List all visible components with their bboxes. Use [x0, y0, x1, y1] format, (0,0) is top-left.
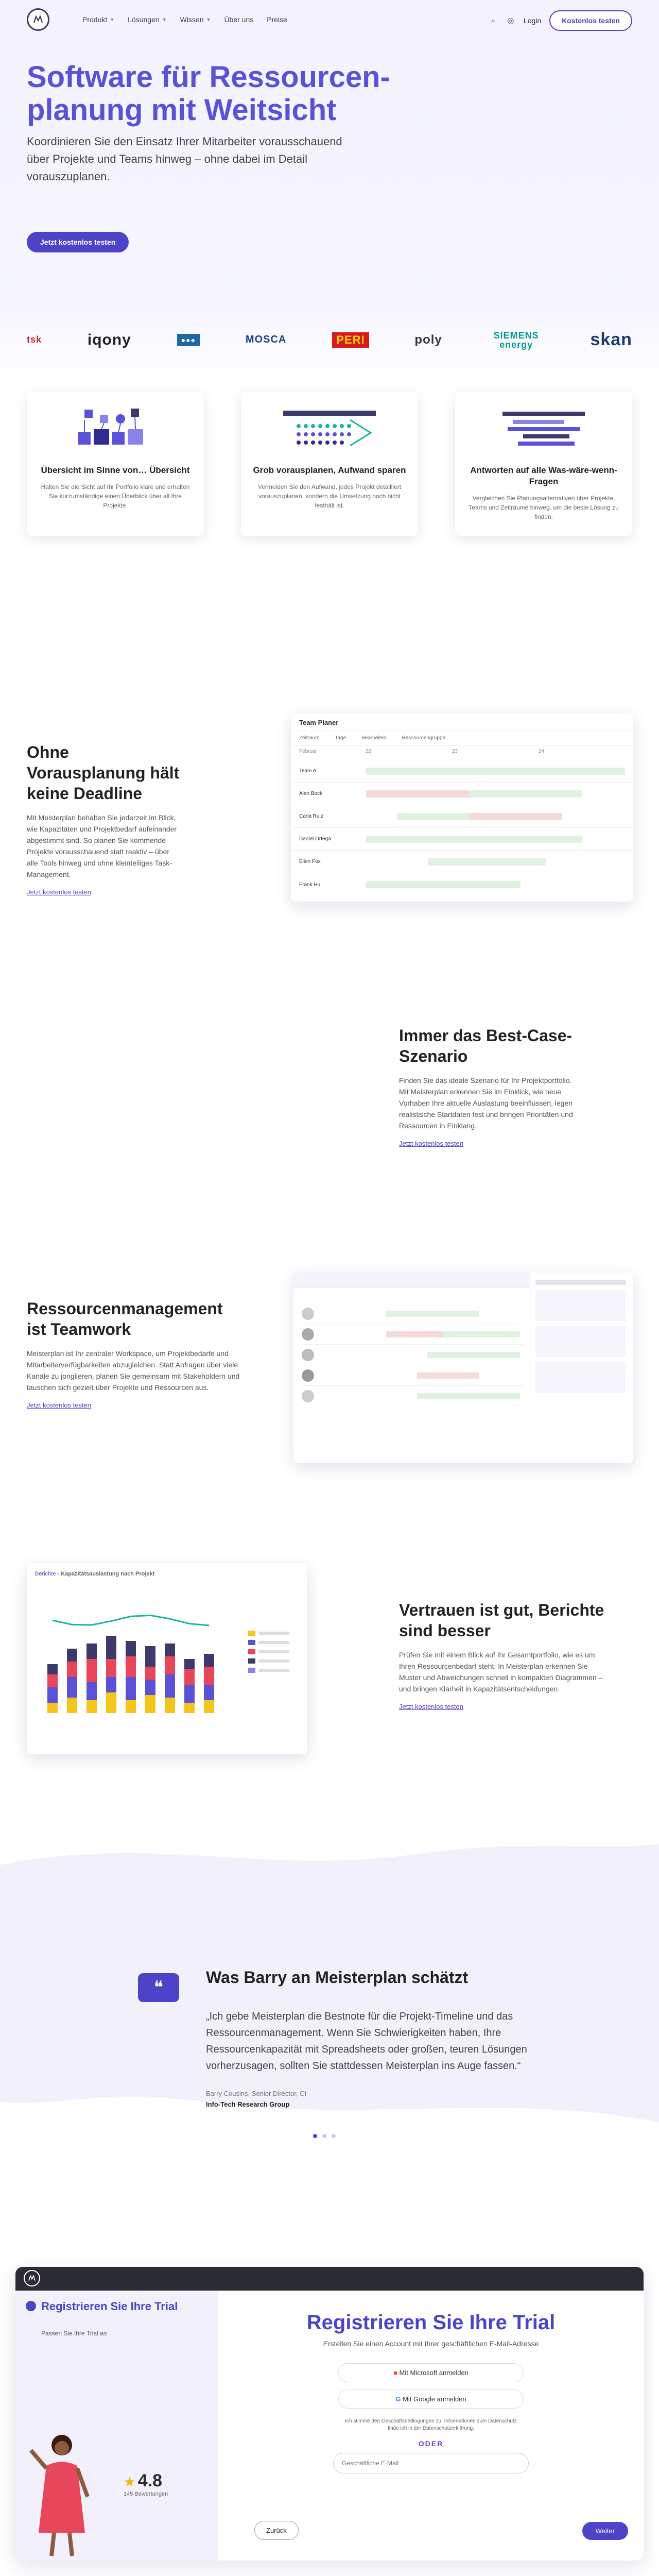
section-title: Vertrauen ist gut, Berichte sind besser: [399, 1601, 604, 1640]
chart-legend-label: [258, 1659, 289, 1663]
customer-logos: [27, 330, 632, 350]
planner-row-label: Frank Hu: [299, 882, 321, 888]
planner-grid: [291, 760, 633, 896]
chart-bar-segment: [47, 1664, 58, 1674]
meisterplan-logo: [24, 2270, 40, 2286]
planner-month: 22: [365, 749, 371, 754]
portfolio-illustration: [37, 402, 194, 459]
testimonial-company: Info-Tech Research Group: [206, 2100, 290, 2108]
chart-bar-segment: [86, 1659, 97, 1682]
card-text: Vergleichen Sie Planungsalternativen über Projekte, Teams und Zeiträume hinweg, um die beste Lösung zu finden.: [469, 495, 619, 520]
logo-iqony: iqony: [87, 331, 131, 348]
planner-tab[interactable]: Ressourcengruppe: [402, 735, 446, 741]
chart-legend-swatch: [248, 1649, 255, 1654]
star-icon: ★: [124, 2474, 136, 2489]
hero-cta-button[interactable]: Jetzt kostenlos testen: [27, 232, 129, 252]
chevron-down-icon: ▼: [206, 17, 211, 22]
section-text: Prüfen Sie mit einem Blick auf Ihr Gesamtportfolio, wie es um Ihren Ressourcenbedarf steht. In Meisterplan erkennen Sie Muster und Abweichungen schnell in kompakten Diagrammen – und bringen Klarheit in Kapazitätsentscheidungen.: [399, 1651, 603, 1693]
card-text: Vermeiden Sie den Aufwand, jedes Projekt detailliert vorauszuplanen, sondern die Umsetzung noch nicht festhält ist.: [257, 483, 402, 509]
chart-bar-segment: [184, 1669, 195, 1685]
meisterplan-logo[interactable]: [27, 8, 49, 31]
chart-bar-segment: [165, 1656, 175, 1674]
trial-sidebar-title: Registrieren Sie Ihre Trial: [41, 2300, 178, 2313]
planner-tab[interactable]: Tage: [335, 735, 346, 741]
chart-bar-segment: [184, 1659, 195, 1669]
section-cta-link[interactable]: Jetzt kostenlos testen: [27, 888, 92, 896]
chart-bar-segment: [184, 1703, 195, 1713]
chart-bar-segment: [126, 1700, 136, 1713]
chart-legend-swatch: [248, 1668, 255, 1673]
planner-tab[interactable]: Zeitraum: [299, 735, 320, 741]
section-title: Ohne Vorausplanung hält keine Deadline: [27, 743, 180, 803]
google-signin-button[interactable]: [338, 2389, 524, 2409]
chart-bar-segment: [204, 1654, 214, 1667]
section-title: Ressourcenmanagement ist Teamwork: [27, 1299, 223, 1338]
planner-row-label: Alan Beck: [299, 791, 323, 796]
legal-text: Ich stimme den Geschäftsbedingungen zu. Informationen zum Datenschutz finde ich in der Datenschutzerklärung.: [345, 2418, 517, 2431]
section-text: Meisterplan ist Ihr zentraler Workspace, um Projektbedarfe und Mitarbeiterverfügbarkeiten abzugleichen. Statt Anfragen über viele Kanäle zu jonglieren, planen Sie gemeinsam mit Stakeholdern und tauschen sich gezielt über Projekte und Ressourcen aus.: [27, 1349, 240, 1392]
search-icon[interactable]: ⌕: [491, 16, 496, 25]
trial-sidebar-sub: Passen Sie Ihre Trial an: [41, 2330, 107, 2337]
login-link[interactable]: Login: [523, 16, 542, 25]
carousel-dot[interactable]: [313, 2134, 317, 2138]
chart-legend-swatch: [248, 1658, 255, 1664]
section-text: Finden Sie das ideale Szenario für Ihr Projektportfolio. Mit Meisterplan erkennen Sie im Einklick, wie neue Vorhaben Ihre aktuelle Auslastung beeinflussen, legen realistische Startdaten fest und bringen Prioritäten und Ressourcen in Einklang.: [399, 1076, 573, 1130]
planner-month: 23: [452, 749, 458, 754]
rating-count: 145 Bewertungen: [124, 2491, 168, 2497]
planner-row-label: Team A: [299, 768, 317, 774]
hero-subtitle: Koordinieren Sie den Einsatz Ihrer Mitarbeiter vorausschauend über Projekte und Teams hinweg – ohne dabei im Detail vorauszuplanen.: [27, 135, 342, 183]
trial-sidebar: [15, 2291, 218, 2561]
chart-bar-segment: [106, 1659, 116, 1677]
carousel-dot[interactable]: [322, 2134, 326, 2138]
chart-legend-label: [258, 1632, 289, 1635]
card-title: Übersicht im Sinne von… Übersicht: [41, 465, 190, 475]
testimonial-quote: „Ich gebe Meisterplan die Bestnote für die Projekt-Timeline und das Ressourcenmanagement. Wenn Sie Schwierigkeiten haben, Ihre Ressourcenkapazität mit Spreadsheets oder großen, teuren Lösungen vorherzusagen, sollten Sie stattdessen Meisterplan ins Auge fassen.“: [206, 2011, 527, 2072]
chart-bar-segment: [145, 1667, 155, 1680]
top-nav: [0, 0, 659, 41]
free-trial-button[interactable]: Kostenlos testen: [549, 10, 632, 31]
chart-bar-segment: [86, 1643, 97, 1659]
chart-bar-segment: [126, 1641, 136, 1656]
scenario-illustration: [465, 402, 622, 459]
card-text: Halten Sie die Sicht auf Ihr Portfolio klare und erhalten Sie kurzumständige einen Überblick über all Ihre Projekte.: [41, 483, 190, 509]
team-planner-screenshot: [291, 714, 633, 902]
chart-bar-segment: [145, 1646, 155, 1667]
nav-label: Wissen: [180, 15, 204, 24]
planning-illustration: [251, 402, 408, 459]
chart-bar-segment: [67, 1662, 77, 1677]
benefit-card: [455, 392, 632, 536]
next-button[interactable]: Weiter: [582, 2522, 628, 2540]
planner-row-label: Carla Ruiz: [299, 814, 323, 819]
oauth-label: Mit Google anmelden: [403, 2395, 466, 2403]
logo-mosca: MOSCA: [245, 334, 287, 345]
chart-bar-segment: [106, 1677, 116, 1692]
report-breadcrumb[interactable]: Berichte: [35, 1571, 56, 1577]
planner-tab[interactable]: Bearbeiten: [361, 735, 387, 741]
nav-links: [82, 15, 287, 24]
quote-icon: ❝: [138, 1973, 179, 2002]
logo-poly: poly: [414, 332, 442, 347]
planner-toolbar: [291, 731, 633, 745]
trial-title: Registrieren Sie Ihre Trial: [306, 2311, 556, 2334]
email-field[interactable]: [333, 2453, 529, 2473]
logo-peri: PERI: [332, 332, 369, 348]
capacity-bar-chart: [27, 1584, 307, 1749]
chart-bar-segment: [86, 1682, 97, 1700]
chevron-down-icon: ▼: [110, 17, 115, 22]
chart-bar-segment: [126, 1677, 136, 1700]
benefit-cards: [27, 392, 632, 536]
carousel-dot[interactable]: [332, 2134, 336, 2138]
planner-title: Team Planer: [291, 714, 633, 731]
logo-tsk: tsk: [27, 334, 42, 345]
planner-month: 24: [538, 749, 544, 754]
google-icon: G: [395, 2395, 401, 2403]
chart-legend-label: [258, 1641, 289, 1644]
chart-bar-segment: [106, 1636, 116, 1659]
chart-bar-segment: [165, 1674, 175, 1698]
chart-bar-segment: [86, 1700, 97, 1713]
card-title: Antworten auf alle Was-wäre-wenn-Fragen: [470, 465, 617, 486]
chart-bar-segment: [165, 1643, 175, 1656]
report-title: Kapazitätsauslastung nach Projekt: [61, 1571, 155, 1577]
step-icon: [26, 2301, 36, 2311]
chart-bar-segment: [67, 1698, 77, 1713]
planner-months: [291, 745, 633, 757]
section-cta-link[interactable]: Jetzt kostenlos testen: [399, 1703, 464, 1710]
rating-widget: [124, 2471, 168, 2497]
chart-bar-segment: [106, 1692, 116, 1713]
planner-row-label: Ellen Fox: [299, 859, 321, 865]
chart-legend-label: [258, 1669, 289, 1672]
section-text: Mit Meisterplan behalten Sie jederzeit im Blick, wie Kapazitäten und Projektbedarf aufeinander abgestimmt sind. So planen Sie kommende Projekte vorausschauend statt reaktiv – über alle Tools hinweg und ohne kleinteiliges Task-Management.: [27, 814, 177, 878]
section-cta-link[interactable]: Jetzt kostenlos testen: [27, 1401, 92, 1409]
chart-bar-segment: [47, 1703, 58, 1713]
oauth-label: Mit Microsoft anmelden: [399, 2369, 469, 2377]
nav-produkt[interactable]: [82, 15, 114, 24]
trial-subtitle: Erstellen Sie einen Account mit Ihrer geschäftlichen E-Mail-Adresse: [323, 2340, 539, 2348]
nav-actions: [489, 10, 632, 31]
chart-bar-segment: [126, 1656, 136, 1677]
back-button[interactable]: Zurück: [254, 2521, 299, 2540]
trial-form: [218, 2291, 644, 2561]
or-divider: ODER: [418, 2439, 444, 2448]
nav-label: Lösungen: [128, 15, 160, 24]
trial-header-bar: [15, 2267, 644, 2291]
chart-bar-segment: [204, 1700, 214, 1713]
chart-bar-segment: [47, 1687, 58, 1703]
chart-bar-segment: [145, 1695, 155, 1713]
trial-signup-panel: [15, 2267, 644, 2561]
nav-loesungen[interactable]: [128, 15, 166, 24]
testimonial: [206, 1967, 546, 2108]
benefit-card: [27, 392, 204, 536]
report-screenshot: Berichte › Kapazitätsauslastung nach Projekt: [27, 1564, 307, 1754]
logo-siemens-energy: SIEMENS energy: [493, 330, 539, 350]
planner-row-label: Daniel Ortega: [299, 836, 331, 842]
globe-icon[interactable]: ◎: [507, 16, 514, 25]
chart-bar-segment: [67, 1677, 77, 1698]
teamwork-screenshot: [293, 1273, 633, 1463]
nav-preise[interactable]: Preise: [267, 15, 287, 24]
testimonial-author: Barry Cousins, Senior Director, CI: [206, 2090, 307, 2097]
hero-title: Software für Ressourcen-planung mit Weitsicht: [27, 60, 390, 127]
benefit-card: [241, 392, 418, 536]
section-cta-link[interactable]: Jetzt kostenlos testen: [399, 1140, 464, 1147]
logo-skan: skan: [590, 330, 632, 349]
woman-illustration: [26, 2430, 98, 2558]
microsoft-icon: ■: [393, 2369, 397, 2377]
chart-bar-segment: [204, 1685, 214, 1700]
nav-wissen[interactable]: [180, 15, 211, 24]
chart-legend-swatch: [248, 1631, 255, 1636]
planner-month: Februar: [299, 749, 318, 754]
chart-bar-segment: [204, 1667, 214, 1685]
logo-blue: ●●●: [177, 334, 200, 346]
testimonial-heading: Was Barry an Meisterplan schätzt: [206, 1968, 469, 1987]
chevron-down-icon: ▼: [162, 17, 167, 22]
section-title: Immer das Best-Case-Szenario: [399, 1026, 573, 1065]
chart-legend-label: [258, 1650, 289, 1653]
rating-value: 4.8: [137, 2471, 163, 2490]
carousel-dots: [313, 2134, 336, 2138]
nav-label: Produkt: [82, 15, 108, 24]
nav-ueber-uns[interactable]: Über uns: [224, 15, 254, 24]
chart-bar-segment: [67, 1649, 77, 1662]
chart-bar-segment: [184, 1685, 195, 1703]
microsoft-signin-button[interactable]: [338, 2363, 524, 2382]
chart-bar-segment: [165, 1698, 175, 1713]
chart-legend-swatch: [248, 1640, 255, 1645]
card-title: Grob vorausplanen, Aufwand sparen: [253, 465, 406, 475]
chart-capacity-line: [53, 1615, 209, 1625]
chart-bar-segment: [47, 1674, 58, 1687]
chart-bar-segment: [145, 1680, 155, 1695]
